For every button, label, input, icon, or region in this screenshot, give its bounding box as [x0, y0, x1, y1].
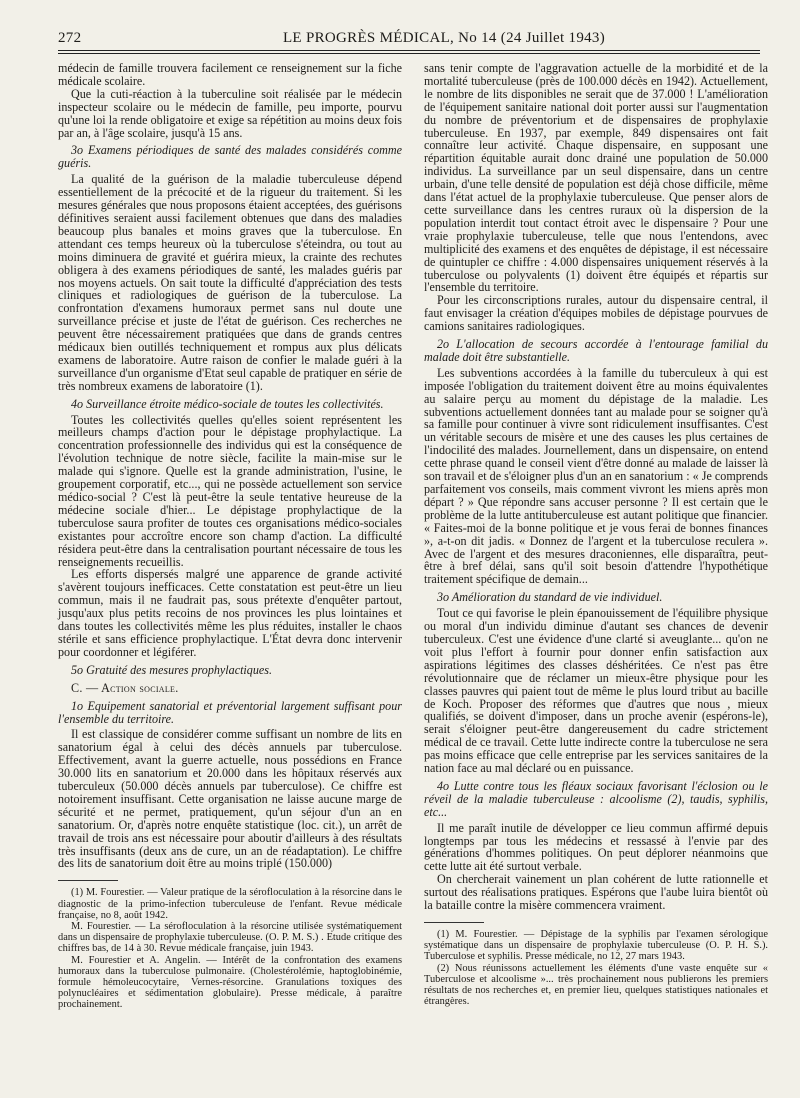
subheading: 4o Lutte contre tous les fléaux sociaux favorisant l'éclosion ou le réveil de la maladie tuberculeuse : alcoolisme (2), taudis, syphilis, etc... — [424, 778, 768, 819]
subheading: 3o Amélioration du standard de vie individuel. — [437, 590, 663, 605]
running-title: LE PROGRÈS MÉDICAL, No 14 (24 Juillet 1943) — [282, 30, 606, 46]
paragraph: Pour les circonscriptions rurales, autour du dispensaire central, il faut envisager la création d'équipes mobiles de dépistage pourvues de camions sanitaires radiologiques. — [424, 293, 768, 334]
paragraph: Que la cuti-réaction à la tuberculine soit réalisée par le médecin inspecteur scolaire ou le médecin de famille, peu importe, pourvu qu'une loi la rende obligatoire et exige sa répétition au moins deux fois par an, à l'âge scolaire, jusqu'à 15 ans. — [58, 86, 402, 140]
paragraph: Les subventions accordées à la famille du tuberculeux à qui est imposée l'obligation du traitement doivent être au moins équivalentes au salaire perçu au moment du dépistage de la maladie. Les subventions actuellement données tant au malade pour se soigner qu'à sa famille pour continuer à vivre sont ridiculement insuffisantes. C'est un véritable secours de misère et une des causes les plus certaines de l'indocilité des malades. Journellement, dans un dispensaire, on entend cette phrase quand le conseil vient d'être donné au malade de laisser là son travail et de s'éloigner plus d'un an en sanatorium : « Je comprends parfaitement vos conseils, mais comment vivront les miens après mon départ ? » Que répondre sans accuser personne ? Il est certain que le problème de la lutte antituberculeuse est autant politique que financier. « Faites-moi de la bonne politique et je vous ferai de bonnes finances », a-t-on dit jadis. « Donnez de l'argent et la tuberculose reculera ». Avec de l'argent et des mesures draconiennes, elle disparaîtra, peut-être à bref délai, sans qu'il soit besoin d'attendre l'hypothétique traitement spécifique de demain... — [424, 365, 768, 587]
header-rule-thin — [58, 53, 760, 54]
paragraph: La qualité de la guérison de la maladie tuberculeuse dépend essentiellement de la précocité et de la rigueur du traitement. Si les mesures générales que nous proposons étaient acceptées, des guérisons définitives seraient aussi facilement obtenues que dans des maladies beaucoup plus banales et moins graves que la tuberculose. En attendant ces temps heureux où la tuberculose s'éteindra, ou tout au moins diminuera de gravité et guérira mieux, la crainte des rechutes obligera à des examens périodiques de santé, les malades guéris par nos moyens actuels. On sait toute la difficulté d'appréciation des tests cliniques et radiologiques de guérison de la tuberculose. La confrontation d'examens humoraux permet sans nul doute une surveillance précise et juste de l'état de guérison. Ces recherches ne peuvent être nécessairement pratiquées que dans de grands centres médicaux bien outillés techniquement et rompus aux plus délicats examens de laboratoire. Autre raison de confier le malade guéri à la surveillance d'un organisme d'Etat seul capable de pratiquer en série de très nombreux examens de laboratoire (1). — [58, 172, 402, 393]
paragraph: sans tenir compte de l'aggravation actuelle de la morbidité et de la mortalité tuberculeuse (près de 100.000 décès en 1942). Actuellement, le nombre de lits disponibles ne serait que de 37.000 ! L'amélioration de l'équipement sanitaire national doit porter aussi sur l'augmentation du nombre de préventorium et de dispensaires de prophylaxie tuberculeuse. En 1937, par exemple, 849 dispensaires ont fait connaître leur activité. Chaque dispensaire, en supposant une répartition équitable aurait donc drainé une population de 50.000 individus. La surveillance par un seul dispensaire, dans un centre urbain, d'une telle densité de population est déjà chose difficile, même dans l'état actuel de la prophylaxie tuberculeuse. Que penser alors de cette surveillance dans les centres ruraux où la dispersion de la population interdit tout contact étroit avec le dispensaire ? Pour une vraie prophylaxie tuberculeuse, telle que nous l'entendons, avec multiplicité des examens et des enquêtes de dépistage, il est nécessaire de quintupler ce chiffre : 4.000 dispensaires uniquement réservés à la tuberculose ou polyvalents (1) doivent être équipés et répartis sur l'ensemble du territoire. — [424, 61, 768, 295]
footnote: (2) Nous réunissons actuellement les éléments d'une vaste enquête sur « Tuberculose et alcoolisme »... très prochainement nous publierons les premiers résultats de nos recherches et, en premier lieu, quelques statistiques nationales et étrangères. — [424, 962, 768, 1008]
footnote: M. Fourestier. — La sérofloculation à la résorcine utilisée systématiquement dans un dispensaire de prophylaxie tuberculeuse. (O. P. M. S.) . Etude critique des chiffres bas, de 14 à 30. Revue médicale française, juin 1943. — [58, 920, 402, 955]
subheading: 5o Gratuité des mesures prophylactiques. — [71, 662, 272, 677]
footnote: M. Fourestier et A. Angelin. — Intérêt de la confrontation des examens humoraux dans la tuberculose pulmonaire. (Cholestérolémie, haptoglobinémie, formule hémoleucocytaire, Vernes-résorcine. Granulations toxiques des polynucléaires et sédimentation globulaire). Presse médicale, à paraître prochainement. — [58, 954, 402, 1011]
page-number: 272 — [58, 30, 82, 46]
footnote-rule — [58, 880, 118, 881]
header-rule-thick — [58, 50, 760, 51]
right-column — [424, 62, 768, 1007]
subheading: 2o L'allocation de secours accordée à l'entourage familial du malade doit être substantielle. — [424, 337, 768, 364]
section-heading: C. — Action sociale. — [71, 680, 179, 695]
paragraph: Toutes les collectivités quelles qu'elles soient représentent les meilleurs champs d'action pour le dépistage prophylactique. La concentration professionnelle des individus qui est la conséquence de l'évolution technique de notre siècle, facilite la main-mise sur le malade qui s'ignore. Quelle est la grande administration, l'usine, le groupement corporatif, etc..., qui ne possède actuellement son service médico-social ? C'est là peut-être la seule tentative heureuse de la médecine sociale d'hier... Le dépistage prophylactique de la tuberculose saura profiter de toutes ces organisations médico-sociales existantes pour accroître encore son champ d'action. La difficulté résidera peut-être dans la centralisation pourtant nécessaire de tous les renseignements recueillis. — [58, 412, 402, 569]
left-column — [58, 62, 402, 1011]
paragraph: Il me paraît inutile de développer ce lieu commun affirmé depuis longtemps par tous les médecins et ressassé à l'envie par des générations d'hommes politiques. On peut déplorer néanmoins que cette lutte ait été surtout verbale. — [424, 820, 768, 874]
paragraph: Les efforts dispersés malgré une apparence de grande activité s'avèrent toujours inefficaces. Cette constatation est peut-être un lieu commun, mais il ne faudrait pas, sous prétexte d'enquêter partout, jusqu'aux plus petits recoins de nos provinces les plus lointaines et dans toutes les collectivités même les plus réduites, installer le chaos stérile et sans efficience prophylactique. L'État devra donc intervenir pour coordonner et légiférer. — [58, 567, 402, 659]
paragraph: Tout ce qui favorise le plein épanouissement de l'équilibre physique ou moral d'un individu diminue d'autant ses chances de devenir tuberculeux. C'est une évidence d'une clarté si aveuglante... qu'on ne voit plus l'effort à fournir pour donner enfin satisfaction aux aspirations légitimes des classes déshéritées. Ce n'est pas être révolutionnaire que de réclamer un mieux-être physique pour les classes pauvres qui paient tout de même le plus lourd tribut au bacille de Koch. Proposer des réformes que d'autres que nous , mieux qualifiés, se doivent d'imposer, dans un proche avenir (espérons-le), serait s'éloigner peut-être dangereusement du cadre strictement médical de ce travail. Cette lutte indirecte contre la tuberculose ne sera pas moins efficace que celle entreprise par les services sanitaires de la nation face au mal déclaré ou en puissance. — [424, 606, 768, 776]
footnote: (1) M. Fourestier. — Valeur pratique de la sérofloculation à la résorcine dans le diagnostic de la primo-infection tuberculeuse de l'enfant. Revue médicale française, no 8, août 1942. — [58, 887, 402, 921]
paragraph: Il est classique de considérer comme suffisant un nombre de lits en sanatorium égal à celui des décès annuels par tuberculose. Effectivement, avant la guerre actuelle, nous possédions en France 30.000 lits en sanatorium et 20.000 dans les hôpitaux réservés aux tuberculeux (50.000 décès annuels par tuberculose). Ce chiffre est notoirement insuffisant. Cette organisation ne laisse aucune marge de sécurité et ne permet, pratiquement, qu'un séjour d'un an en sanatorium. Or, d'après notre enquête statistique (loc. cit.), un arrêt de travail de trois ans est nécessaire pour aboutir d'ailleurs à des résultats très insuffisants (deux ans de cure, un an de réadaptation). Le chiffre des lits de sanatorium doit être au moins triplé (150.000) — [58, 727, 402, 871]
subheading: 1o Equipement sanatorial et préventorial largement suffisant pour l'ensemble du territoire. — [58, 698, 402, 726]
running-header — [58, 28, 760, 48]
subheading: 3o Examens périodiques de santé des malades considérés comme guéris. — [58, 143, 402, 171]
footnote-rule — [424, 922, 484, 923]
footnote: (1) M. Fourestier. — Dépistage de la syphilis par l'examen sérologique systématique dans un dispensaire de prophylaxie tuberculeuse (O. P. H. S.). Tuberculose et syphilis. Presse médicale, no 12, 27 mars 1943. — [424, 929, 768, 963]
subheading: 4o Surveillance étroite médico-sociale de toutes les collectivités. — [71, 396, 384, 411]
paragraph: On chercherait vainement un plan cohérent de lutte rationnelle et surtout des réalisations pratiques. Espérons que l'aube luira bientôt où la bataille contre la misère commencera vraiment. — [424, 872, 768, 913]
paragraph: médecin de famille trouvera facilement ce renseignement sur la fiche médicale scolaire. — [58, 61, 402, 88]
